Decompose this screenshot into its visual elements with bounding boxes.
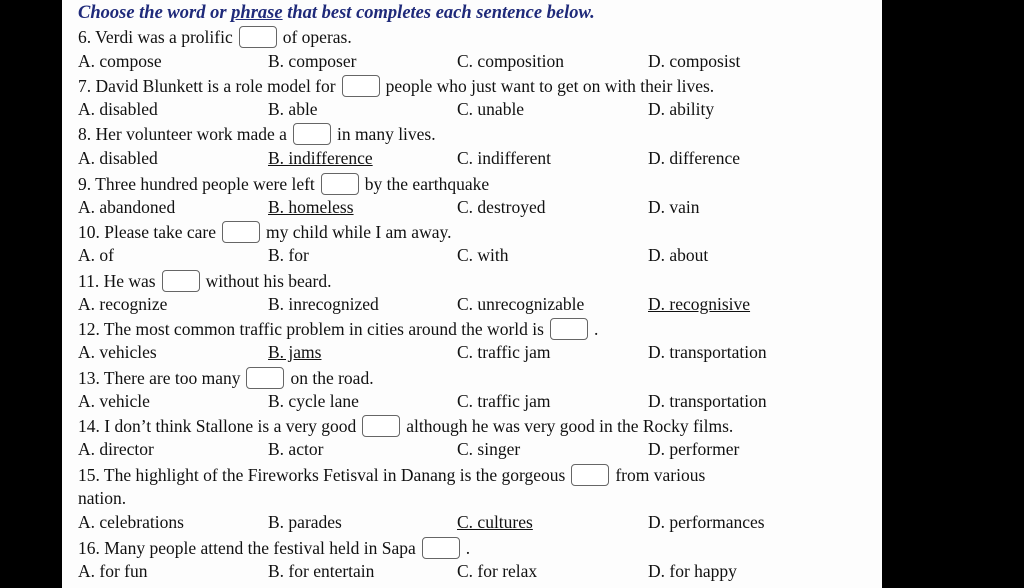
option-b: B. homeless <box>268 197 354 217</box>
question-stem: 10. Please take care <box>78 222 216 242</box>
answer-blank-box[interactable] <box>222 221 260 243</box>
question-stem-end: on the road. <box>290 368 374 388</box>
answer-blank-box[interactable] <box>550 318 588 340</box>
option-a: A. of <box>78 245 114 265</box>
instructions-title <box>78 3 595 24</box>
question-stem: 12. The most common traffic problem in cities around the world is <box>78 319 544 339</box>
question-stem: 8. Her volunteer work made a <box>78 124 287 144</box>
question-11 <box>78 270 332 292</box>
option-a: A. abandoned <box>78 197 176 217</box>
question-stem: 13. There are too many <box>78 368 241 388</box>
question-16 <box>78 537 470 559</box>
option-c: C. composition <box>457 51 564 71</box>
question-9 <box>78 173 489 195</box>
question-15-continuation: nation. <box>78 488 127 508</box>
option-c: C. cultures <box>457 512 533 532</box>
answer-blank-box[interactable] <box>162 270 200 292</box>
option-c: C. destroyed <box>457 197 546 217</box>
question-stem: 9. Three hundred people were left <box>78 174 315 194</box>
option-d: D. performances <box>648 512 765 532</box>
option-b: B. indifference <box>268 148 373 168</box>
option-c: C. unable <box>457 99 525 119</box>
question-stem-end: my child while I am away. <box>265 222 452 242</box>
question-7 <box>78 75 714 97</box>
option-d: D. performer <box>648 439 740 459</box>
option-a: A. for fun <box>78 561 148 581</box>
question-stem-end: . <box>465 538 471 558</box>
question-stem-end: although he was very good in the Rocky films. <box>406 416 734 436</box>
option-d: D. composist <box>648 51 741 71</box>
option-c: C. singer <box>457 439 521 459</box>
option-a: A. celebrations <box>78 512 184 532</box>
question-stem-end: by the earthquake <box>364 174 490 194</box>
question-stem-end: people who just want to get on with their lives. <box>385 76 715 96</box>
option-d: D. for happy <box>648 561 737 581</box>
option-a: A. disabled <box>78 148 158 168</box>
answer-blank-box[interactable] <box>342 75 380 97</box>
answer-blank-box[interactable] <box>422 537 460 559</box>
option-d: D. recognisive <box>648 294 751 314</box>
option-b: B. actor <box>268 439 324 459</box>
answer-blank-box[interactable] <box>362 415 400 437</box>
option-d: D. difference <box>648 148 740 168</box>
answer-blank-box[interactable] <box>321 173 359 195</box>
option-d: D. transportation <box>648 342 767 362</box>
option-b: B. for <box>268 245 309 265</box>
question-stem: 11. He was <box>78 271 156 291</box>
option-a: A. vehicle <box>78 391 150 411</box>
question-12 <box>78 318 598 340</box>
option-b: B. able <box>268 99 318 119</box>
question-10 <box>78 221 451 243</box>
option-d: D. about <box>648 245 709 265</box>
answer-blank-box[interactable] <box>293 123 331 145</box>
question-stem: 14. I don’t think Stallone is a very good <box>78 416 357 436</box>
option-b: B. jams <box>268 342 322 362</box>
question-8 <box>78 123 436 145</box>
option-a: A. director <box>78 439 154 459</box>
title-underlined-word: phrase <box>231 3 283 23</box>
question-stem: 16. Many people attend the festival held in Sapa <box>78 538 416 558</box>
option-c: C. with <box>457 245 509 265</box>
question-stem: 15. The highlight of the Fireworks Fetisval in Danang is the gorgeous <box>78 465 566 485</box>
option-b: B. inrecognized <box>268 294 379 314</box>
title-text-1: Choose the word or <box>78 3 232 23</box>
option-b: B. composer <box>268 51 357 71</box>
answer-blank-box[interactable] <box>239 26 277 48</box>
question-14 <box>78 415 733 437</box>
title-text-2: that best completes each sentence below. <box>282 3 595 23</box>
question-stem: 7. David Blunkett is a role model for <box>78 76 336 96</box>
option-b: B. parades <box>268 512 342 532</box>
question-stem: 6. Verdi was a prolific <box>78 27 233 47</box>
option-c: C. traffic jam <box>457 391 551 411</box>
option-a: A. recognize <box>78 294 168 314</box>
option-a: A. vehicles <box>78 342 157 362</box>
option-b: B. for entertain <box>268 561 375 581</box>
option-c: C. for relax <box>457 561 538 581</box>
question-stem-end: from various <box>615 465 706 485</box>
option-a: A. compose <box>78 51 162 71</box>
question-stem-end: of operas. <box>282 27 352 47</box>
option-d: D. ability <box>648 99 715 119</box>
question-stem-end: . <box>593 319 599 339</box>
question-6 <box>78 26 352 48</box>
question-stem-end: without his beard. <box>205 271 332 291</box>
question-15 <box>78 464 705 486</box>
option-c: C. unrecognizable <box>457 294 585 314</box>
option-d: D. transportation <box>648 391 767 411</box>
question-stem-end: in many lives. <box>336 124 436 144</box>
option-d: D. vain <box>648 197 700 217</box>
option-c: C. traffic jam <box>457 342 551 362</box>
option-a: A. disabled <box>78 99 158 119</box>
option-b: B. cycle lane <box>268 391 359 411</box>
answer-blank-box[interactable] <box>571 464 609 486</box>
answer-blank-box[interactable] <box>246 367 284 389</box>
option-c: C. indifferent <box>457 148 551 168</box>
question-13 <box>78 367 374 389</box>
